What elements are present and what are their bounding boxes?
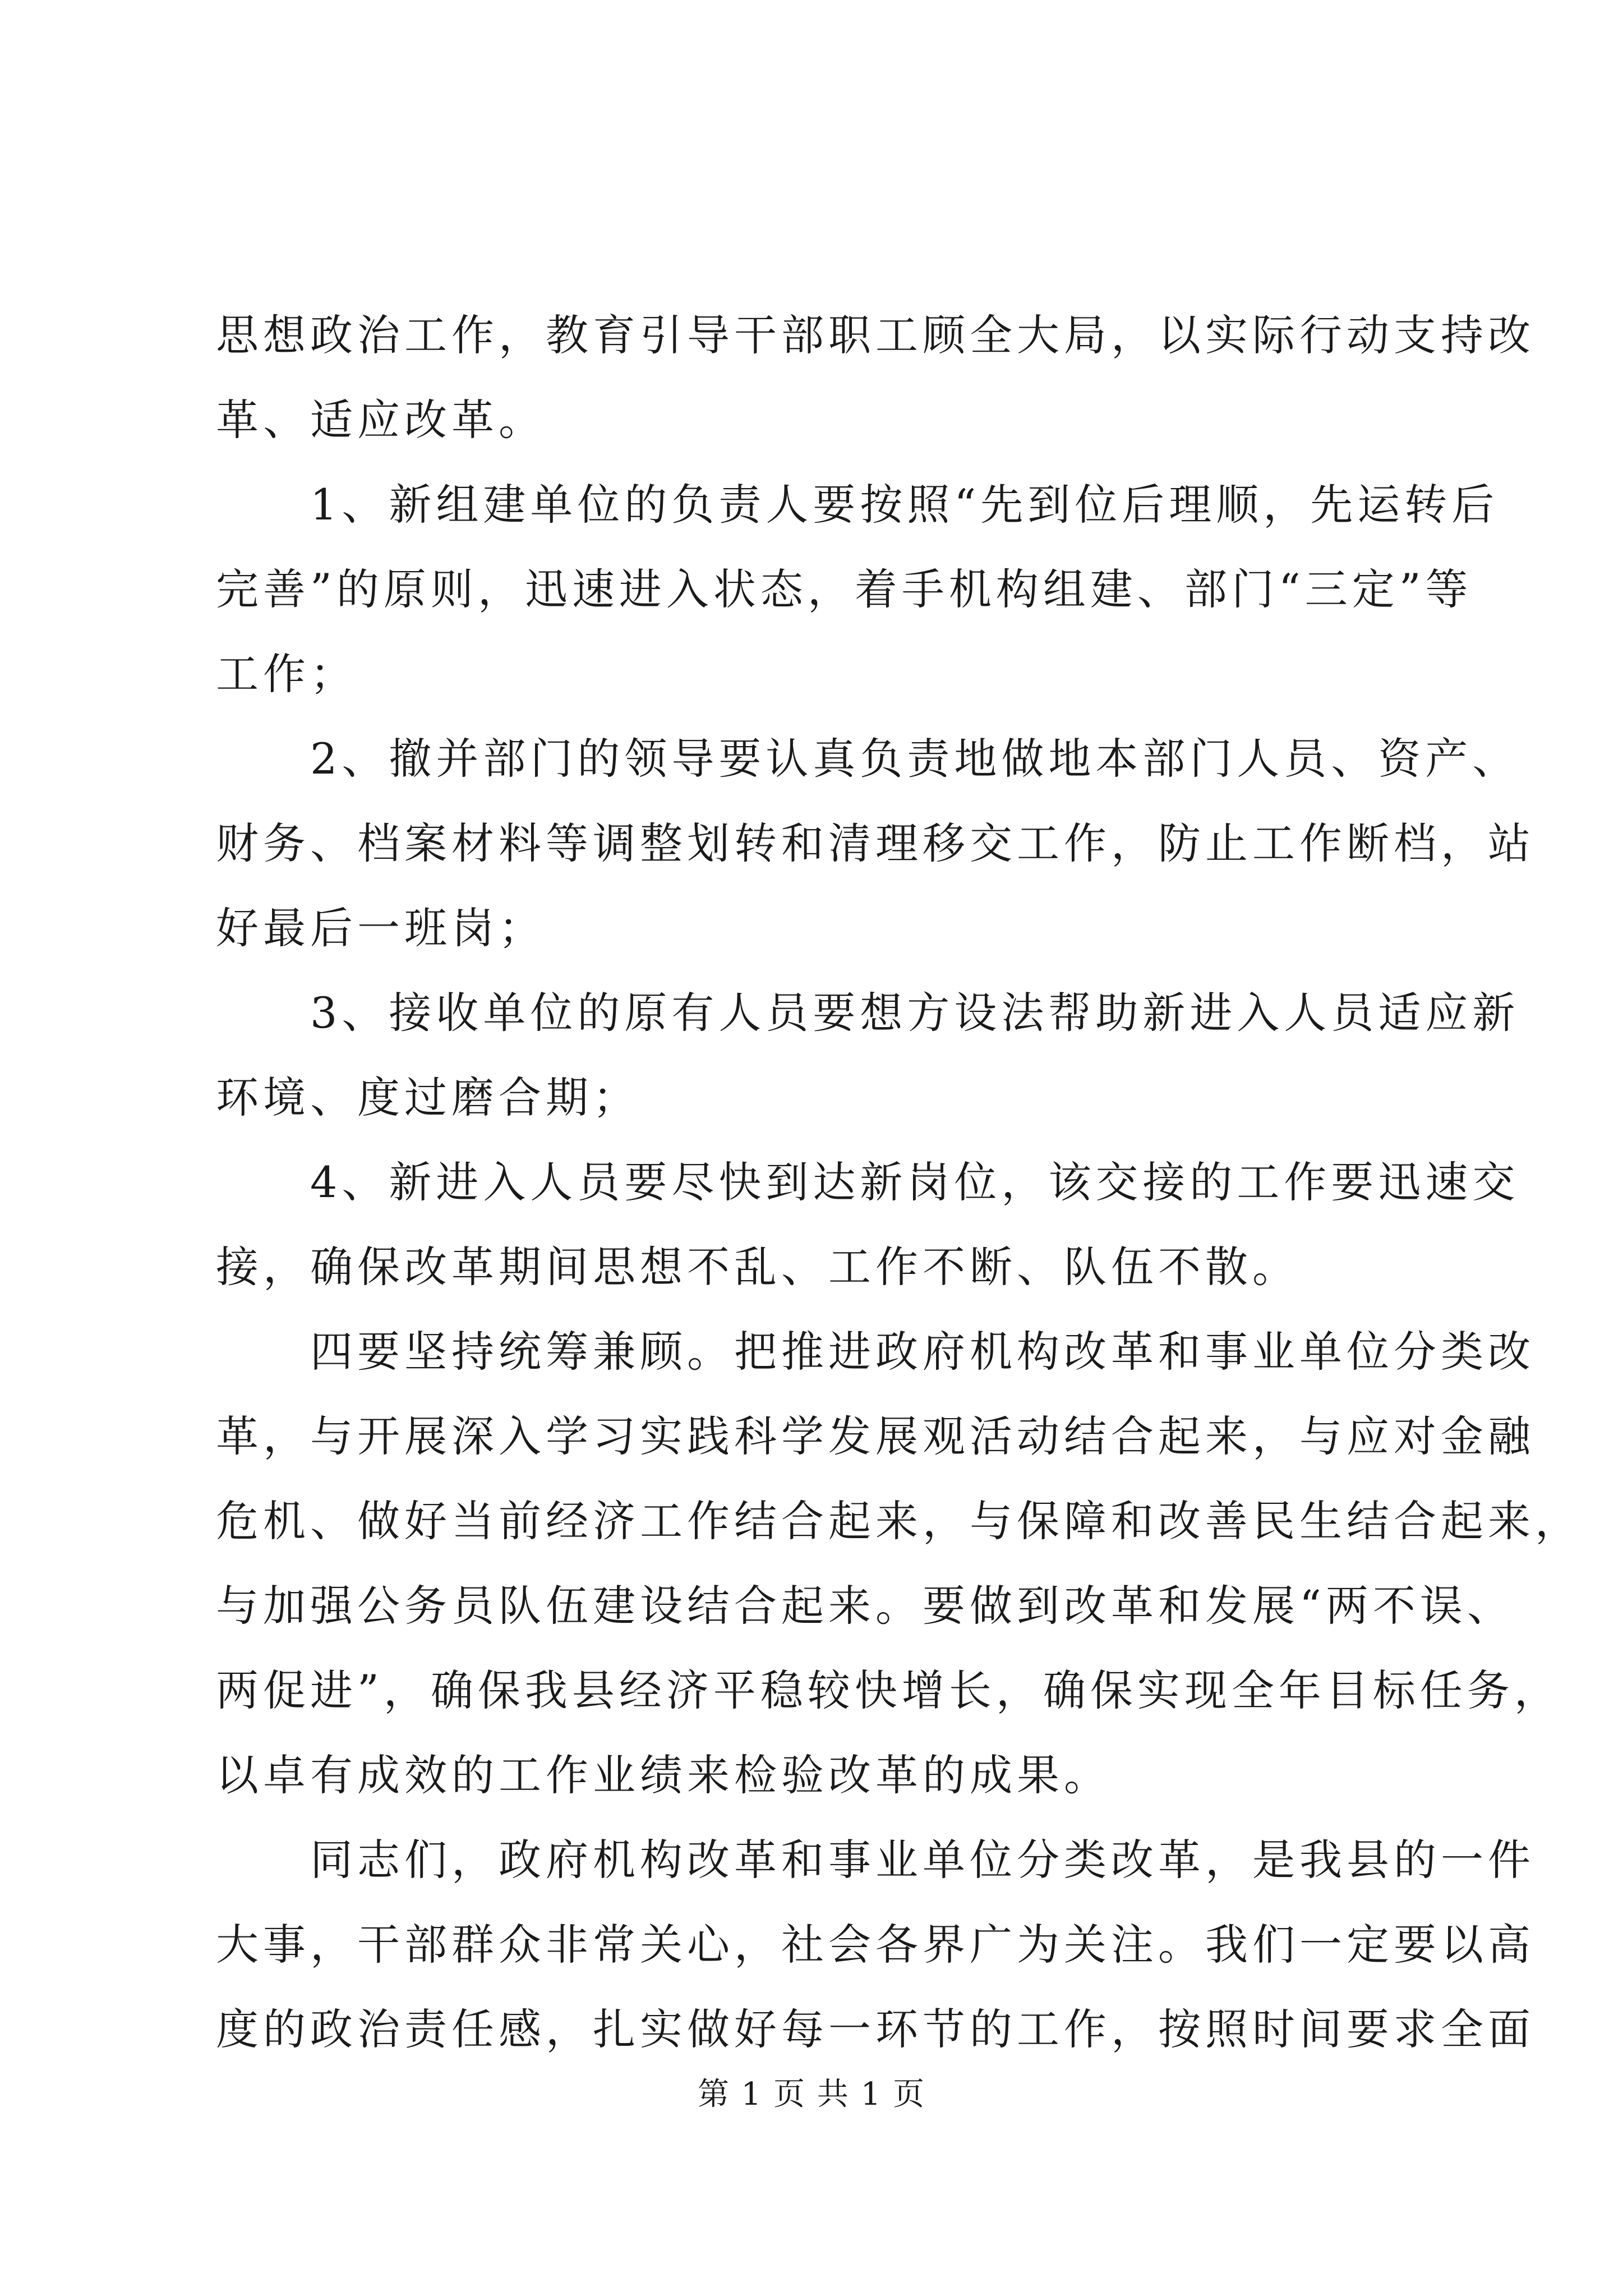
text-line: 危机、做好当前经济工作结合起来，与保障和改善民生结合起来，	[216, 1496, 1582, 1546]
text-line: 2、撤并部门的领导要认真负责地做地本部门人员、资产、	[216, 734, 1520, 784]
text-line: 四要坚持统筹兼顾。把推进政府机构改革和事业单位分类改	[216, 1327, 1535, 1377]
page-number: 第 1 页 共 1 页	[697, 2076, 926, 2113]
text-line: 4、新进入人员要尽快到达新岗位，该交接的工作要迅速交	[216, 1157, 1520, 1207]
text-line: 革，与开展深入学习实践科学发展观活动结合起来，与应对金融	[216, 1411, 1535, 1461]
text-line: 完善”的原则，迅速进入状态，着手机构组建、部门“三定”等	[216, 564, 1473, 614]
text-line: 1、新组建单位的负责人要按照“先到位后理顺，先运转后	[216, 480, 1499, 530]
text-line: 环境、度过磨合期；	[216, 1073, 640, 1122]
text-line: 财务、档案材料等调整划转和清理移交工作，防止工作断档，站	[216, 818, 1535, 868]
text-line: 同志们，政府机构改革和事业单位分类改革，是我县的一件	[216, 1835, 1535, 1885]
text-line: 两促进”，确保我县经济平稳较快增长，确保实现全年目标任务，	[216, 1665, 1561, 1715]
text-line: 3、接收单位的原有人员要想方设法帮助新进入人员适应新	[216, 988, 1520, 1038]
document-body	[216, 293, 1582, 2072]
text-line: 度的政治责任感，扎实做好每一环节的工作，按照时间要求全面	[216, 2004, 1535, 2054]
text-line: 与加强公务员队伍建设结合起来。要做到改革和发展“两不误、	[216, 1581, 1514, 1631]
text-line: 革、适应改革。	[216, 395, 546, 445]
text-line: 思想政治工作，教育引导干部职工顾全大局，以实际行动支持改	[216, 310, 1535, 360]
text-line: 大事，干部群众非常关心，社会各界广为关注。我们一定要以高	[216, 1920, 1535, 1970]
text-line: 好最后一班岗；	[216, 903, 546, 953]
page-footer	[0, 2072, 1623, 2117]
text-line: 以卓有成效的工作业绩来检验改革的成果。	[216, 1750, 1111, 1800]
text-line: 工作；	[216, 649, 357, 699]
text-line: 接，确保改革期间思想不乱、工作不断、队伍不散。	[216, 1242, 1299, 1292]
